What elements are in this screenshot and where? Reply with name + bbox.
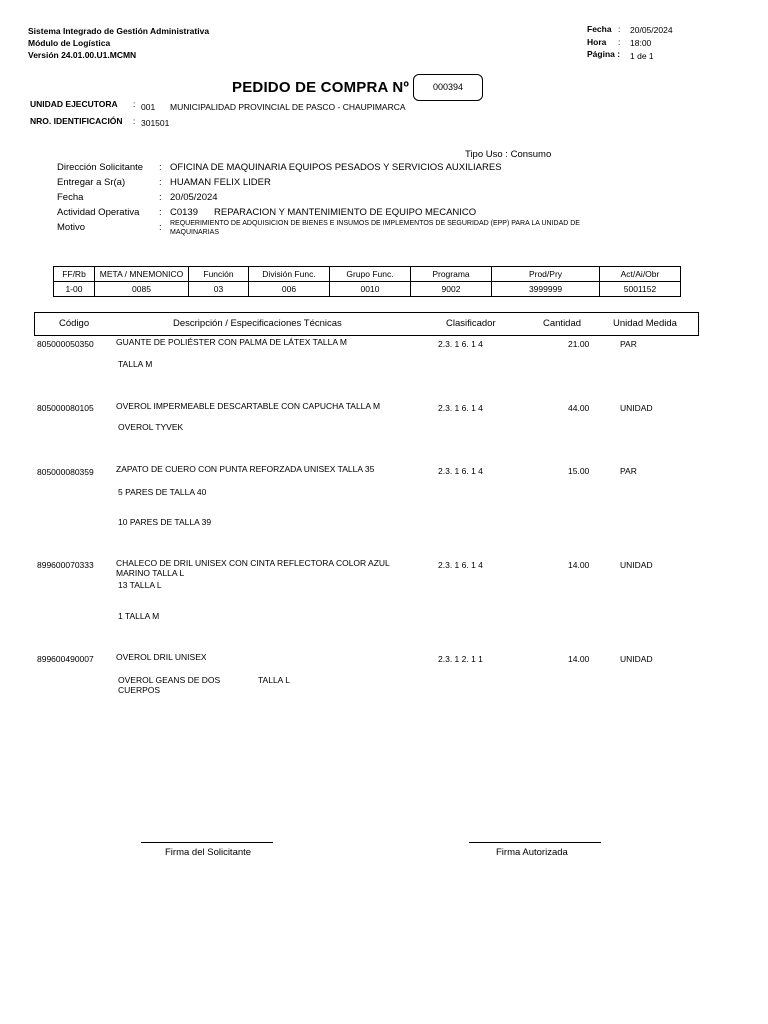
item-spec: 13 TALLA L bbox=[118, 580, 162, 590]
item-clasificador: 2.3. 1 6. 1 4 bbox=[438, 339, 483, 349]
nro-identificacion-label: NRO. IDENTIFICACIÓN bbox=[30, 116, 123, 126]
item-description: ZAPATO DE CUERO CON PUNTA REFORZADA UNISEX TALLA 35 bbox=[116, 464, 375, 474]
signature-autorizada-label: Firma Autorizada bbox=[496, 847, 568, 858]
item-description-cont: MARINO TALLA L bbox=[116, 568, 185, 578]
hora-header-colon: : bbox=[618, 37, 621, 47]
budget-meta-table bbox=[53, 266, 681, 297]
direccion-value: OFICINA DE MAQUINARIA EQUIPOS PESADOS Y SERVICIOS AUXILIARES bbox=[170, 162, 502, 173]
hora-header-value: 18:00 bbox=[630, 38, 652, 48]
col-descripcion: Descripción / Especificaciones Técnicas bbox=[173, 318, 342, 329]
meta-header-cell: División Func. bbox=[249, 267, 330, 282]
unidad-ejecutora-code: 001 bbox=[141, 102, 156, 112]
unidad-ejecutora-label: UNIDAD EJECUTORA bbox=[30, 99, 118, 109]
item-spec: TALLA M bbox=[118, 359, 153, 369]
col-unidad-medida: Unidad Medida bbox=[613, 318, 677, 329]
item-spec: OVEROL GEANS DE DOS bbox=[118, 675, 221, 685]
motivo-label: Motivo bbox=[57, 222, 85, 233]
pedido-number: 000394 bbox=[432, 82, 464, 92]
tipo-uso: Tipo Uso : Consumo bbox=[465, 149, 552, 160]
motivo-line2: MAQUINARIAS bbox=[170, 229, 220, 236]
item-code: 805000080359 bbox=[37, 467, 94, 477]
item-cantidad: 14.00 bbox=[568, 560, 590, 570]
module-name: Módulo de Logística bbox=[28, 38, 111, 48]
item-spec-cont: CUERPOS bbox=[118, 685, 161, 695]
item-clasificador: 2.3. 1 2. 1 1 bbox=[438, 654, 483, 664]
meta-value-cell: 03 bbox=[189, 282, 249, 297]
fecha-colon: : bbox=[159, 192, 162, 203]
meta-value-cell: 5001152 bbox=[600, 282, 681, 297]
col-cantidad: Cantidad bbox=[543, 318, 582, 329]
item-description: OVEROL DRIL UNISEX bbox=[116, 652, 207, 662]
direccion-colon: : bbox=[159, 162, 162, 173]
meta-value-cell: 006 bbox=[249, 282, 330, 297]
item-clasificador: 2.3. 1 6. 1 4 bbox=[438, 560, 483, 570]
item-unidad: PAR bbox=[620, 466, 637, 476]
item-cantidad: 44.00 bbox=[568, 403, 590, 413]
meta-value-cell: 0010 bbox=[330, 282, 411, 297]
item-clasificador: 2.3. 1 6. 1 4 bbox=[438, 466, 483, 476]
unidad-ejecutora-name: MUNICIPALIDAD PROVINCIAL DE PASCO - CHAUPIMARCA bbox=[170, 102, 406, 112]
item-spec: 1 TALLA M bbox=[118, 611, 160, 621]
nro-identificacion-colon: : bbox=[133, 116, 136, 126]
pedido-number-box bbox=[413, 74, 483, 101]
item-cantidad: 14.00 bbox=[568, 654, 590, 664]
item-clasificador: 2.3. 1 6. 1 4 bbox=[438, 403, 483, 413]
actividad-colon: : bbox=[159, 207, 162, 218]
meta-value-cell: 1-00 bbox=[54, 282, 95, 297]
item-unidad: UNIDAD bbox=[620, 403, 653, 413]
document-title: PEDIDO DE COMPRA Nº bbox=[232, 79, 410, 96]
pagina-header-label: Página : bbox=[587, 49, 621, 59]
pagina-header-value: 1 de 1 bbox=[630, 51, 654, 61]
item-spec: OVEROL TYVEK bbox=[118, 422, 184, 432]
entregar-value: HUAMAN FELIX LIDER bbox=[170, 177, 271, 188]
item-cantidad: 15.00 bbox=[568, 466, 590, 476]
item-spec-size: TALLA L bbox=[258, 675, 290, 685]
motivo-colon: : bbox=[159, 222, 162, 233]
item-code: 899600070333 bbox=[37, 560, 94, 570]
meta-value-row bbox=[54, 282, 681, 297]
system-name: Sistema Integrado de Gestión Administrativa bbox=[28, 26, 210, 36]
signature-line-solicitante bbox=[141, 842, 273, 843]
item-code: 805000050350 bbox=[37, 339, 94, 349]
col-clasificador: Clasificador bbox=[446, 318, 496, 329]
version-label: Versión 24.01.00.U1.MCMN bbox=[28, 50, 137, 60]
meta-header-cell: Act/Ai/Obr bbox=[600, 267, 681, 282]
entregar-colon: : bbox=[159, 177, 162, 188]
fecha-header-value: 20/05/2024 bbox=[630, 25, 673, 35]
item-code: 805000080105 bbox=[37, 403, 94, 413]
meta-header-cell: FF/Rb bbox=[54, 267, 95, 282]
meta-header-cell: Prod/Pry bbox=[492, 267, 600, 282]
motivo-line1: REQUERIMIENTO DE ADQUISICION DE BIENES E INSUMOS DE IMPLEMENTOS DE SEGURIDAD (EPP) PARA LA UNIDAD DE bbox=[170, 220, 580, 227]
nro-identificacion-value: 301501 bbox=[141, 118, 170, 128]
item-unidad: UNIDAD bbox=[620, 654, 653, 664]
item-code: 899600490007 bbox=[37, 654, 94, 664]
item-unidad: UNIDAD bbox=[620, 560, 653, 570]
hora-header-label: Hora bbox=[587, 37, 607, 47]
actividad-code: C0139 bbox=[170, 207, 198, 218]
meta-value-cell: 0085 bbox=[95, 282, 189, 297]
item-cantidad: 21.00 bbox=[568, 339, 590, 349]
meta-header-cell: META / MNEMONICO bbox=[95, 267, 189, 282]
signature-solicitante-label: Firma del Solicitante bbox=[165, 847, 252, 858]
item-description: GUANTE DE POLIÉSTER CON PALMA DE LÁTEX TALLA M bbox=[116, 337, 347, 347]
meta-header-cell: Programa bbox=[411, 267, 492, 282]
fecha-value: 20/05/2024 bbox=[170, 192, 218, 203]
meta-header-cell: Grupo Func. bbox=[330, 267, 411, 282]
actividad-label: Actividad Operativa bbox=[57, 207, 140, 218]
actividad-value: REPARACION Y MANTENIMIENTO DE EQUIPO MECANICO bbox=[214, 207, 477, 218]
items-column-header bbox=[34, 312, 699, 336]
direccion-label: Dirección Solicitante bbox=[57, 162, 144, 173]
meta-value-cell: 9002 bbox=[411, 282, 492, 297]
unidad-ejecutora-colon: : bbox=[133, 99, 136, 109]
fecha-header-colon: : bbox=[618, 24, 621, 34]
signature-line-autorizada bbox=[469, 842, 601, 843]
fecha-label: Fecha bbox=[57, 192, 84, 203]
item-description: CHALECO DE DRIL UNISEX CON CINTA REFLECTORA COLOR AZUL bbox=[116, 558, 390, 568]
item-spec: 5 PARES DE TALLA 40 bbox=[118, 487, 207, 497]
item-unidad: PAR bbox=[620, 339, 637, 349]
meta-header-row bbox=[54, 267, 681, 282]
meta-header-cell: Función bbox=[189, 267, 249, 282]
item-description: OVEROL IMPERMEABLE DESCARTABLE CON CAPUCHA TALLA M bbox=[116, 401, 381, 411]
meta-value-cell: 3999999 bbox=[492, 282, 600, 297]
item-spec: 10 PARES DE TALLA 39 bbox=[118, 517, 212, 527]
col-codigo: Código bbox=[59, 318, 90, 329]
fecha-header-label: Fecha bbox=[587, 24, 612, 34]
entregar-label: Entregar a Sr(a) bbox=[57, 177, 126, 188]
